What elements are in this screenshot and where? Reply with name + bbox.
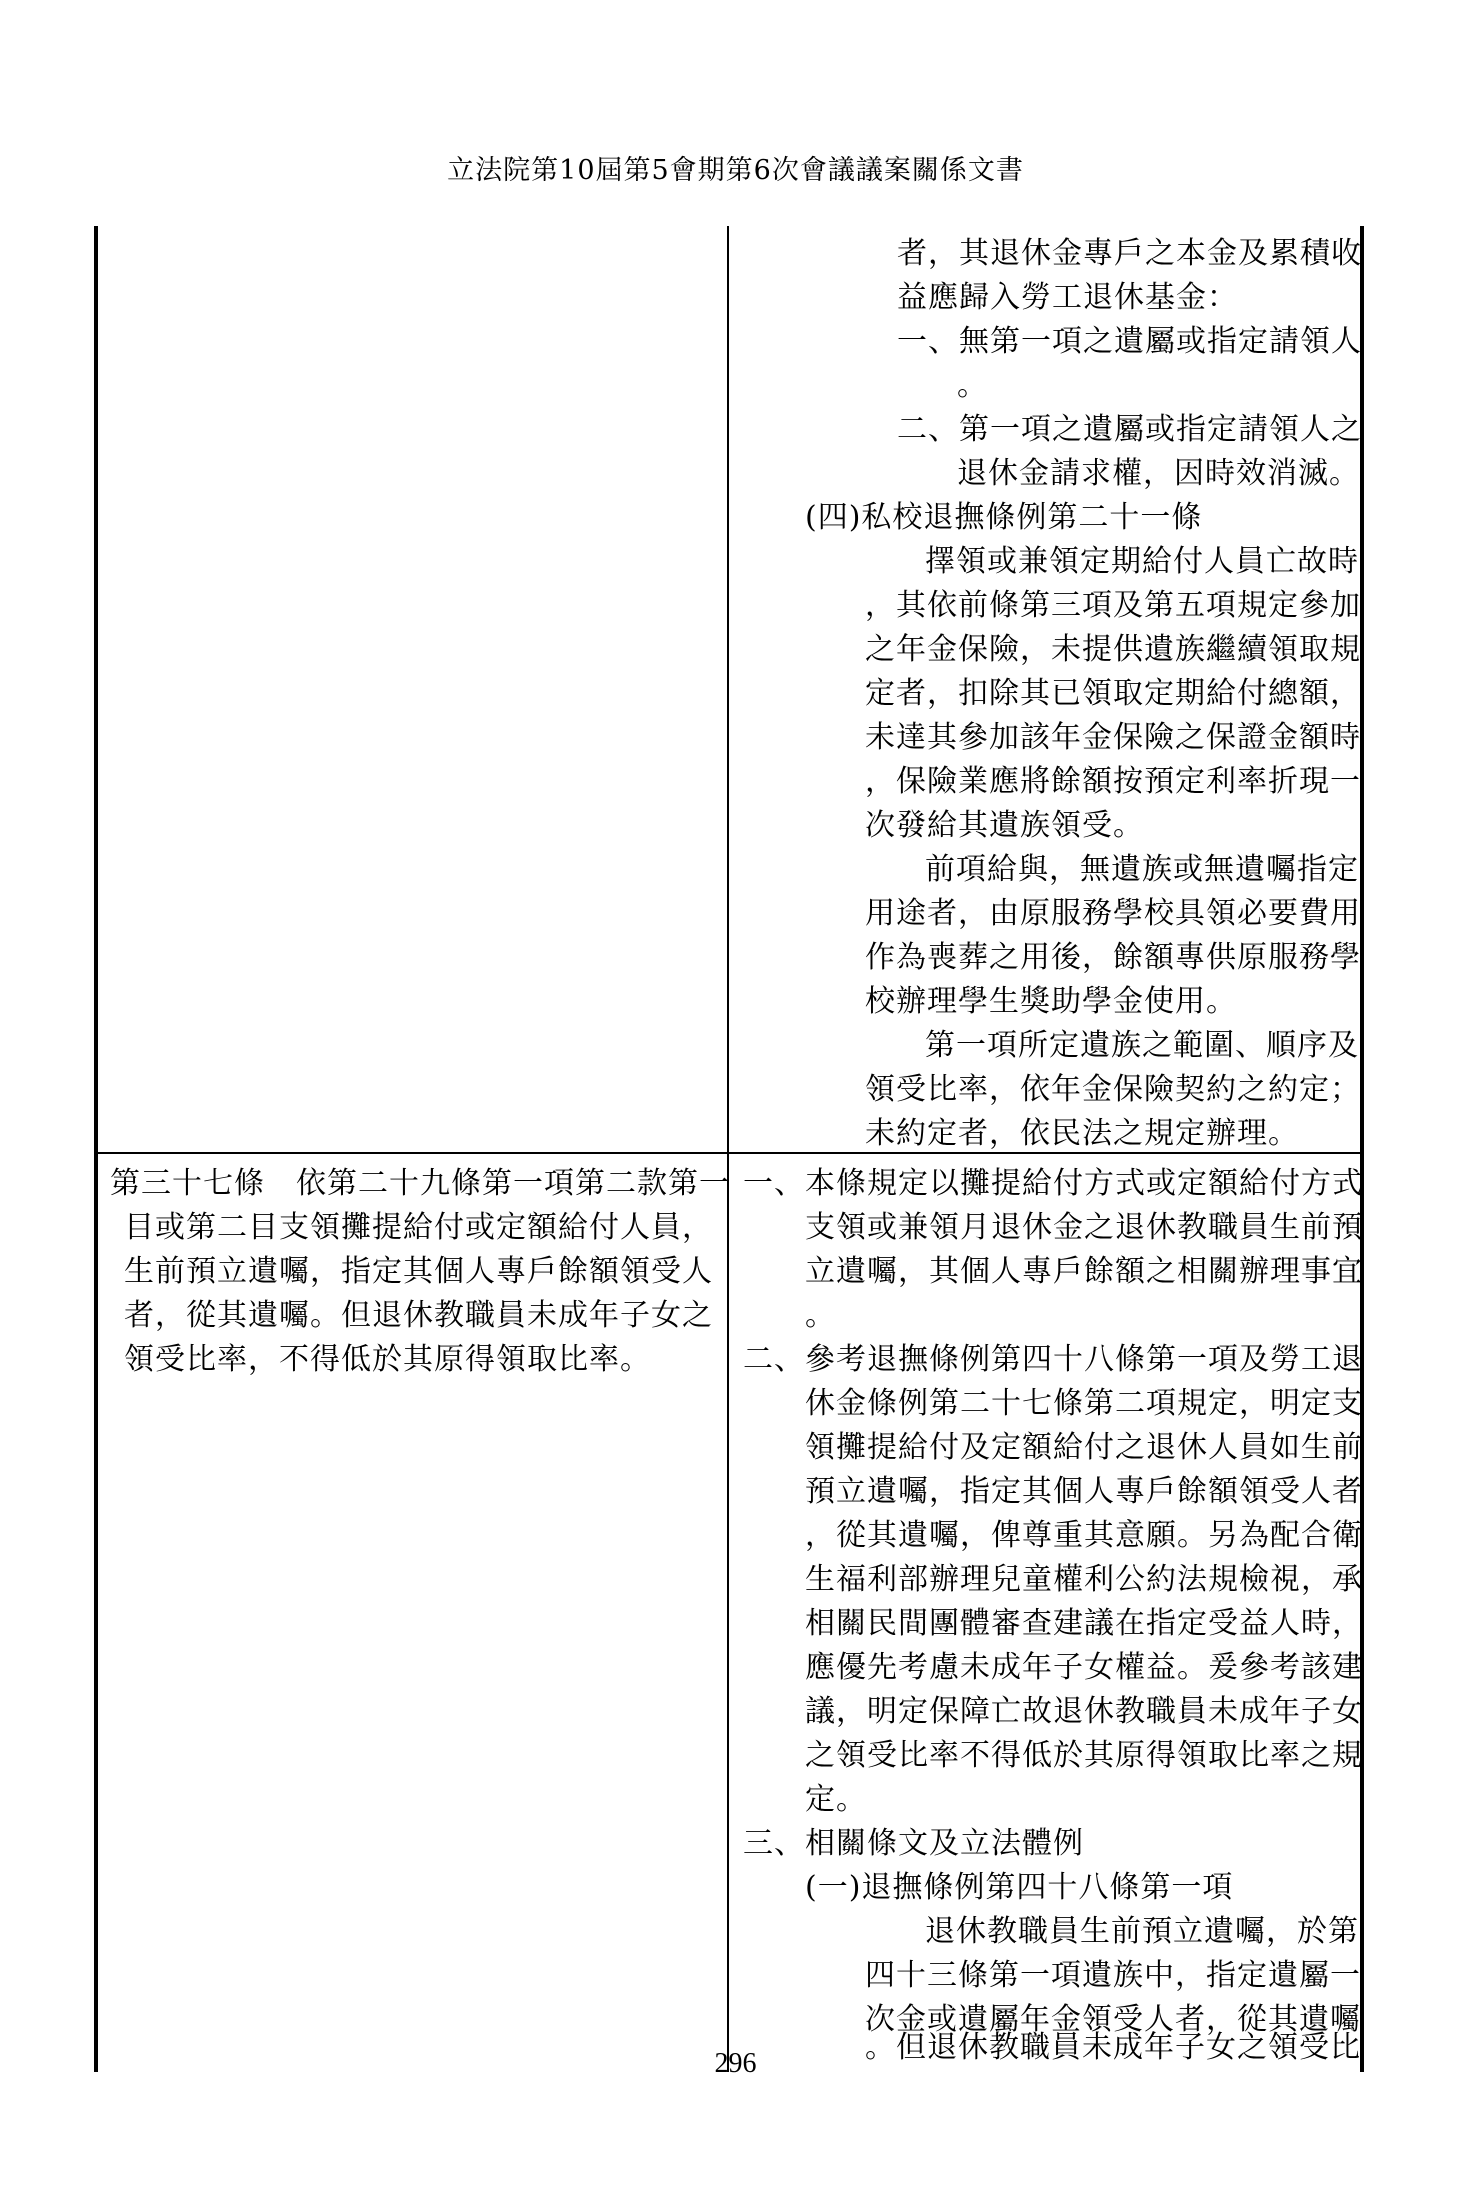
explanation-line: 四十三條第一項遺族中，指定遺屬一 [865,1958,1361,1993]
article-text-line: 者，從其遺囑。但退休教職員未成年子女之 [124,1298,713,1333]
explanation-line: 休金條例第二十七條第二項規定，明定支 [805,1386,1363,1421]
table-left-border [94,226,98,2072]
explanation-line: ，從其遺囑，俾尊重其意願。另為配合衛 [805,1518,1363,1553]
explanation-line: 領攤提給付及定額給付之退休人員如生前 [805,1430,1363,1465]
text-line: 擇領或兼領定期給付人員亡故時 [925,544,1359,579]
article-text-line: 生前預立遺囑，指定其個人專戶餘額領受人 [124,1254,713,1289]
explanation-line: 退休教職員生前預立遺囑，於第 [925,1914,1359,1949]
text-line: 校辦理學生獎助學金使用。 [865,984,1237,1019]
text-line: ，保險業應將餘額按預定利率折現一 [865,764,1361,799]
explanation-line: 一、本條規定以攤提給付方式或定額給付方式 [743,1166,1363,1201]
text-line: 定者，扣除其已領取定期給付總額， [865,676,1361,711]
explanation-line: 。但退休教職員未成年子女之領受比 [865,2030,1361,2065]
text-line: 第一項所定遺族之範圍、順序及 [925,1028,1359,1063]
explanation-line: 相關民間團體審查建議在指定受益人時， [805,1606,1363,1641]
text-line: 者，其退休金專戶之本金及累積收 [897,236,1362,271]
explanation-line: 。 [805,1298,836,1333]
article-text-line: 第三十七條 依第二十九條第一項第二款第一 [110,1166,730,1201]
text-line: 未約定者，依民法之規定辦理。 [865,1116,1299,1151]
text-line: 前項給與，無遺族或無遺囑指定 [925,852,1359,887]
explanation-line: 之領受比率不得低於其原得領取比率之規 [805,1738,1363,1773]
explanation-line: 應優先考慮未成年子女權益。爰參考該建 [805,1650,1363,1685]
section-heading: 三、相關條文及立法體例 [743,1826,1084,1861]
text-line: 作為喪葬之用後，餘額專供原服務學 [865,940,1361,975]
explanation-line: 二、參考退撫條例第四十八條第一項及勞工退 [743,1342,1363,1377]
text-line: 退休金請求權，因時效消滅。 [957,456,1360,491]
explanation-line: 定。 [805,1782,867,1817]
page-number: 296 [714,2048,757,2079]
text-line: 次發給其遺族領受。 [865,808,1144,843]
explanation-line: 支領或兼領月退休金之退休教職員生前預 [805,1210,1363,1245]
table-center-divider [727,226,729,2072]
article-text-line: 領受比率，不得低於其原得領取比率。 [124,1342,651,1377]
table-right-border [1360,226,1364,2072]
text-line: 未達其參加該年金保險之保證金額時 [865,720,1361,755]
text-line: 一、無第一項之遺屬或指定請領人 [897,324,1362,359]
text-line: ，其依前條第三項及第五項規定參加 [865,588,1361,623]
explanation-line: 生福利部辦理兒童權利公約法規檢視，承 [805,1562,1363,1597]
document-header: 立法院第10屆第5會期第6次會議議案關係文書 [447,155,1024,186]
text-line: 。 [957,368,988,403]
text-line: 二、第一項之遺屬或指定請領人之 [897,412,1362,447]
explanation-line: 次金或遺屬年金領受人者，從其遺囑 [865,2002,1361,2037]
text-line: 益應歸入勞工退休基金： [897,280,1238,315]
explanation-line: 立遺囑，其個人專戶餘額之相關辦理事宜 [805,1254,1363,1289]
text-line: 用途者，由原服務學校具領必要費用 [865,896,1361,931]
subsection-heading: (四)私校退撫條例第二十一條 [805,500,1203,535]
text-line: 領受比率，依年金保險契約之約定； [865,1072,1361,1107]
article-text-line: 目或第二目支領攤提給付或定額給付人員， [124,1210,713,1245]
text-line: 之年金保險，未提供遺族繼續領取規 [865,632,1361,667]
explanation-line: 預立遺囑，指定其個人專戶餘額領受人者 [805,1474,1363,1509]
subsection-heading: (一)退撫條例第四十八條第一項 [805,1870,1234,1905]
explanation-line: 議，明定保障亡故退休教職員未成年子女 [805,1694,1363,1729]
